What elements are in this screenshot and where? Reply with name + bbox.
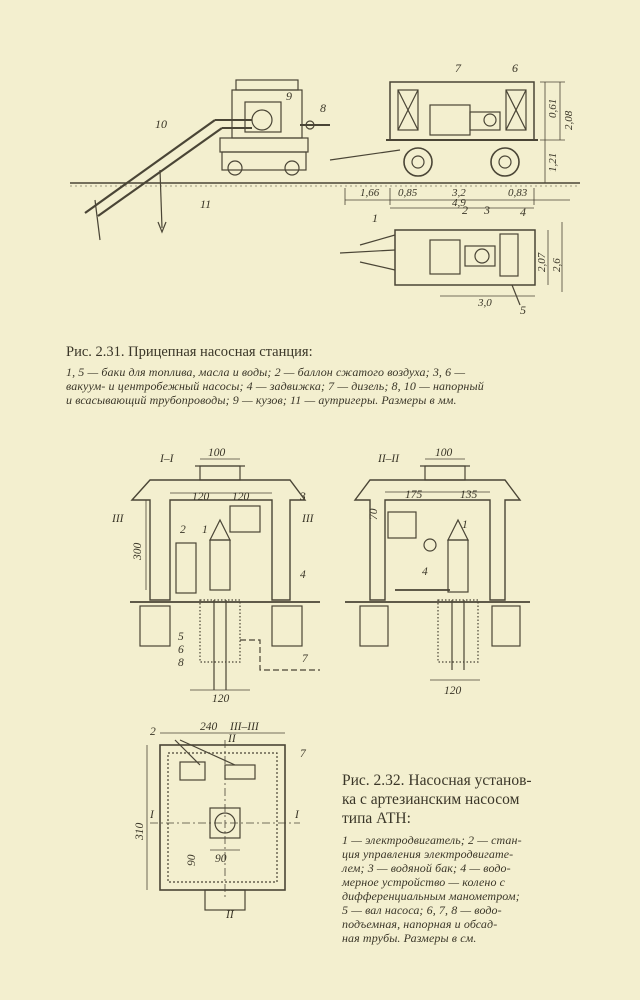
fig232-legend-line: лем; 3 — водяной бак; 4 — водо- (342, 861, 511, 875)
section-label: II–II (378, 453, 400, 465)
dim-label: 0,85 (398, 187, 418, 199)
callout: 11 (200, 197, 212, 211)
fig232-caption-line: типа АТН: (342, 810, 411, 827)
dim-label: 120 (232, 491, 250, 503)
callout: 2 (462, 203, 468, 217)
callout: 7 (455, 61, 461, 75)
fig231-caption-title: Рис. 2.31. Прицепная насосная станция: (66, 344, 313, 360)
section-mark: III (302, 513, 314, 525)
callout: 4 (300, 569, 306, 581)
section-mark: II (228, 733, 236, 745)
dim-label: 300 (132, 542, 144, 560)
callout: 2 (180, 524, 186, 536)
fig232-section-1 (130, 459, 320, 690)
dim-label: 120 (212, 693, 230, 705)
fig231-legend-line: и всасывающий трубопроводы; 9 — кузов; 11 — аутригеры. Размеры в мм. (66, 393, 457, 407)
section-label: I–I (160, 453, 174, 465)
dim-label: 0,83 (508, 187, 528, 199)
callout: 8 (320, 101, 326, 115)
callout: 9 (286, 89, 292, 103)
dim-label: 240 (200, 721, 218, 733)
dim-label: 2,07 (536, 252, 548, 272)
dim-label: 135 (460, 489, 478, 501)
dim-label: 4,9 (452, 197, 466, 209)
callout: 3 (484, 203, 490, 217)
fig232-legend-line: дифференциальным манометром; (342, 889, 520, 903)
callout: 7 (302, 653, 308, 665)
callout: 2 (150, 726, 156, 738)
fig232-legend-line: ция управления электродвигате- (342, 847, 514, 861)
dim-label: 1,66 (360, 187, 380, 199)
callout: 6 (512, 61, 518, 75)
callout: 8 (178, 657, 184, 669)
fig232-legend-line: ная трубы. Размеры в см. (342, 931, 477, 945)
fig232-legend-line: подъемная, напорная и обсад- (342, 917, 498, 931)
callout: 5 (520, 303, 526, 317)
dim-label: 175 (405, 489, 423, 501)
section-mark: III (112, 513, 124, 525)
callout: 1 (372, 211, 378, 225)
section-mark: I (150, 809, 154, 821)
dim-label: 3,0 (478, 297, 492, 309)
callout: 6 (178, 644, 184, 656)
fig231-labels (155, 61, 575, 317)
fig232-caption-line: Рис. 2.32. Насосная установ- (342, 772, 532, 789)
dim-label: 100 (208, 447, 226, 459)
fig231-plan-view (340, 222, 562, 305)
fig232-legend-line: 5 — вал насоса; 6, 7, 8 — водо- (342, 903, 502, 917)
dim-label: 3,2 (452, 187, 466, 199)
fig232-legend-line: мерное устройство — колено с (342, 875, 506, 889)
dim-label: 1,21 (547, 152, 559, 172)
section-mark: II (226, 909, 234, 921)
dim-label: 90 (186, 854, 198, 866)
fig231-legend-line: вакуум- и центробежный насосы; 4 — задвижка; 7 — дизель; 8, 10 — напорный (66, 379, 484, 393)
dim-label: 2,08 (563, 110, 575, 130)
dim-label: 120 (192, 491, 210, 503)
callout: 3 (300, 491, 306, 503)
callout: 5 (178, 631, 184, 643)
section-mark: I (295, 809, 299, 821)
dim-label: 0,61 (547, 98, 559, 118)
fig232-section-2 (345, 459, 530, 680)
fig232-caption-line: ка с артезианским насосом (342, 791, 520, 808)
section-label: III–III (230, 721, 259, 733)
callout: 4 (520, 205, 526, 219)
callout: 1 (462, 519, 468, 531)
callout: 7 (300, 748, 306, 760)
dim-label: 2,6 (551, 258, 563, 272)
dim-label: 310 (134, 822, 146, 840)
dim-label: 70 (368, 508, 380, 520)
dim-label: 90 (215, 853, 227, 865)
dim-label: 120 (444, 685, 462, 697)
fig231-legend-line: 1, 5 — баки для топлива, масла и воды; 2 — баллон сжатого воздуха; 3, 6 — (66, 365, 466, 379)
dim-label: 100 (435, 447, 453, 459)
fig232-legend-line: 1 — электродвигатель; 2 — стан- (342, 833, 522, 847)
fig232-plan (147, 733, 300, 910)
callout: 10 (155, 117, 167, 131)
callout: 1 (202, 524, 208, 536)
callout: 4 (422, 566, 428, 578)
